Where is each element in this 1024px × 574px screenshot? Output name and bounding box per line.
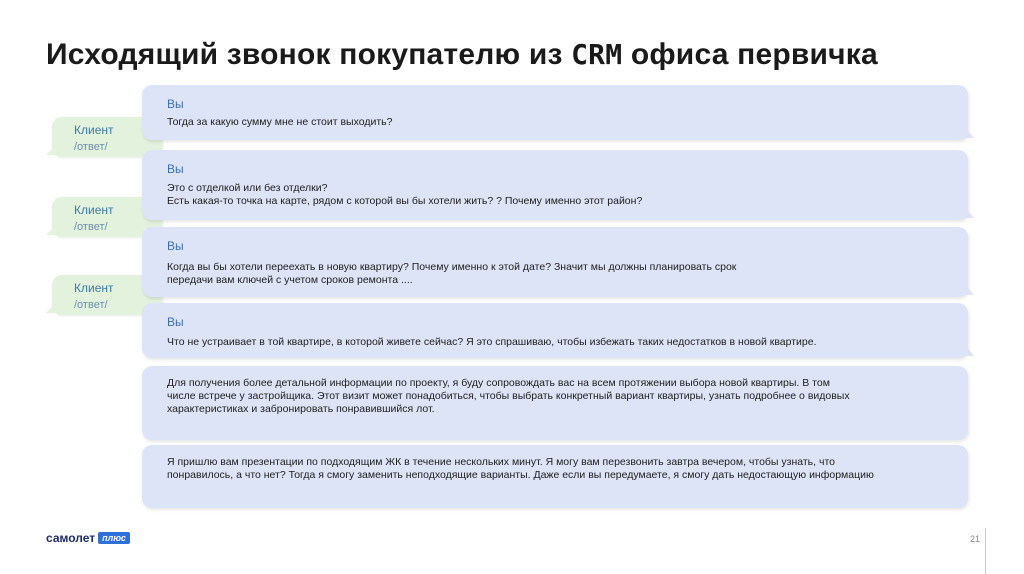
- agent-bubble-3: [142, 227, 968, 297]
- client-answer-placeholder: /ответ/: [74, 141, 108, 153]
- agent-bubble-6: [142, 445, 968, 508]
- logo-main-text: самолет: [46, 531, 96, 545]
- agent-bubble-1: [142, 85, 968, 140]
- agent-message: [167, 336, 938, 349]
- agent-message: [167, 182, 938, 208]
- agent-bubble-2: [142, 150, 968, 220]
- agent-message: [167, 116, 938, 129]
- message-line: Что не устраивает в той квартире, в которой живете сейчас? Я это спрашиваю, чтобы избежать таких недостатков в новой квартире.: [167, 336, 817, 348]
- client-name: Клиент: [74, 123, 114, 137]
- speaker-label: Вы: [167, 239, 184, 253]
- samolet-plus-logo: [46, 531, 130, 545]
- title-after: офиса первичка: [622, 38, 878, 71]
- client-name: Клиент: [74, 203, 114, 217]
- speaker-label: Вы: [167, 162, 184, 176]
- message-line: передачи вам ключей с учетом сроков ремонта ....: [167, 274, 413, 286]
- message-line: Для получения более детальной информации по проекту, я буду сопровождать вас на всем протяжении выбора новой квартиры. В том: [167, 377, 830, 389]
- message-line: Есть какая-то точка на карте, рядом с которой вы бы хотели жить? ? Почему именно этот район?: [167, 195, 643, 207]
- client-answer-placeholder: /ответ/: [74, 221, 108, 233]
- message-line: Тогда за какую сумму мне не стоит выходить?: [167, 116, 393, 128]
- client-answer-placeholder: /ответ/: [74, 299, 108, 311]
- speaker-label: Вы: [167, 315, 184, 329]
- logo-plus-badge: плюс: [98, 532, 130, 544]
- client-name: Клиент: [74, 281, 114, 295]
- agent-message: [167, 261, 938, 287]
- agent-message: [167, 377, 938, 416]
- agent-bubble-4: [142, 303, 968, 358]
- agent-bubble-5: [142, 366, 968, 440]
- page-number: 21: [970, 534, 981, 544]
- message-line: характеристиках и забронировать понравившийся лот.: [167, 403, 435, 415]
- message-line: числе встрече у застройщика. Этот визит может понадобиться, чтобы выбрать конкретный вариант квартиры, узнать подробнее о видовых: [167, 390, 850, 402]
- title-before: Исходящий звонок покупателю из: [46, 38, 572, 71]
- message-line: Я пришлю вам презентации по подходящим ЖК в течение нескольких минут. Я могу вам перезвонить завтра вечером, чтобы узнать, что: [167, 456, 835, 468]
- speaker-label: Вы: [167, 97, 184, 111]
- message-line: Когда вы бы хотели переехать в новую квартиру? Почему именно к этой дате? Значит мы должны планировать срок: [167, 261, 737, 273]
- page-title: [46, 38, 878, 72]
- agent-message: [167, 456, 938, 482]
- title-crm: CRM: [571, 38, 623, 71]
- footer-divider: [985, 528, 986, 574]
- message-line: Это с отделкой или без отделки?: [167, 182, 328, 194]
- message-line: понравилось, а что нет? Тогда я смогу заменить неподходящие варианты. Даже если вы передумаете, я смогу дать недостающую информацию: [167, 469, 874, 481]
